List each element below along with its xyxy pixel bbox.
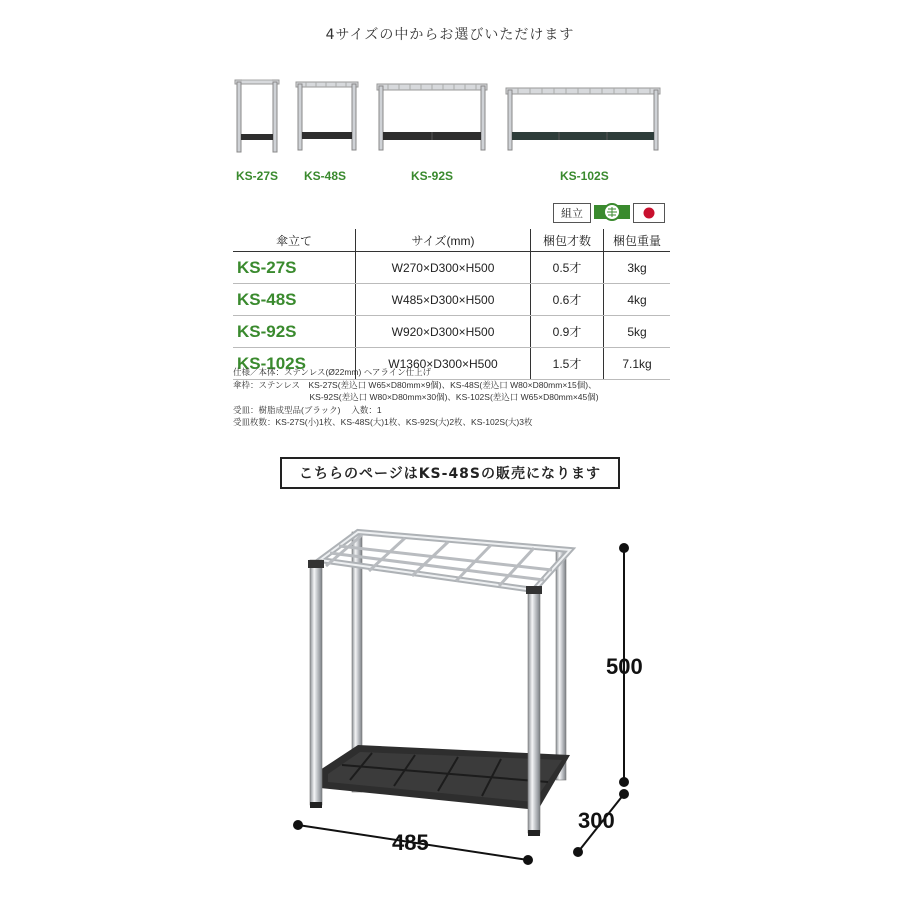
badge-row — [553, 203, 665, 223]
model-label-ks-92s: KS-92S — [411, 169, 454, 183]
note-line: 傘枠：ステンレス KS-27S(差込口 W65×D80mm×9個)、KS-48S(差込口 W80×D80mm×15個)、 — [233, 379, 597, 390]
table-row — [233, 284, 670, 316]
model-label-ks-48s: KS-48S — [304, 169, 347, 183]
row-pack-size: 0.6才 — [531, 284, 604, 316]
note-line: KS-92S(差込口 W80×D80mm×30個)、KS-102S(差込口 W65×D80mm×45個) — [233, 392, 599, 402]
row-model-name: KS-27S — [233, 252, 356, 284]
row-weight: 5kg — [604, 316, 671, 348]
product-image-ks-48s — [293, 78, 361, 156]
page-heading: 4サイズの中からお選びいただけます — [325, 27, 575, 43]
row-pack-size: 0.5才 — [531, 252, 604, 284]
row-size: W485×D300×H500 — [356, 284, 531, 316]
green-g-mark-icon — [594, 203, 630, 221]
dimension-height-label: 500 — [606, 654, 643, 679]
note-line: 受皿：樹脂成型品(ブラック) 入数：1 — [233, 404, 382, 415]
table-row — [233, 252, 670, 284]
row-weight: 3kg — [604, 252, 671, 284]
model-label-ks-27s: KS-27S — [236, 169, 279, 183]
row-weight: 7.1kg — [604, 348, 671, 380]
column-header-size: サイズ(mm) — [356, 229, 531, 252]
row-size: W1360×D300×H500 — [356, 348, 531, 380]
row-model-name: KS-102S — [233, 348, 356, 380]
table-row — [233, 316, 670, 348]
row-model-name: KS-92S — [233, 316, 356, 348]
model-label-ks-102s: KS-102S — [560, 169, 609, 183]
note-line: 仕様／本体：ステンレス(Ø22mm) ヘアライン仕上げ — [233, 367, 432, 377]
spec-notes — [233, 366, 673, 429]
japan-flag-icon — [633, 203, 665, 223]
product-image-ks-102s — [503, 84, 663, 156]
row-pack-size: 1.5才 — [531, 348, 604, 380]
table-header-row — [233, 229, 670, 252]
spec-table — [233, 229, 670, 380]
product-image-ks-92s — [374, 80, 490, 156]
note-line: 受皿枚数：KS-27S(小)1枚、KS-48S(大)1枚、KS-92S(大)2枚、KS-102S(大)3枚 — [233, 417, 533, 427]
product-image-ks-27s — [232, 76, 282, 156]
dimension-depth-label: 300 — [578, 808, 615, 833]
row-model-name: KS-48S — [233, 284, 356, 316]
column-header-weight: 梱包重量 — [604, 229, 671, 252]
row-weight: 4kg — [604, 284, 671, 316]
column-header-name: 傘立て — [233, 229, 356, 252]
assembly-badge: 組立 — [553, 203, 591, 223]
row-size: W270×D300×H500 — [356, 252, 531, 284]
sale-notice-banner: こちらのページはKS-48Sの販売になります — [280, 457, 620, 489]
dimension-width-label: 485 — [392, 830, 429, 855]
column-header-pack: 梱包才数 — [531, 229, 604, 252]
row-size: W920×D300×H500 — [356, 316, 531, 348]
row-pack-size: 0.9才 — [531, 316, 604, 348]
